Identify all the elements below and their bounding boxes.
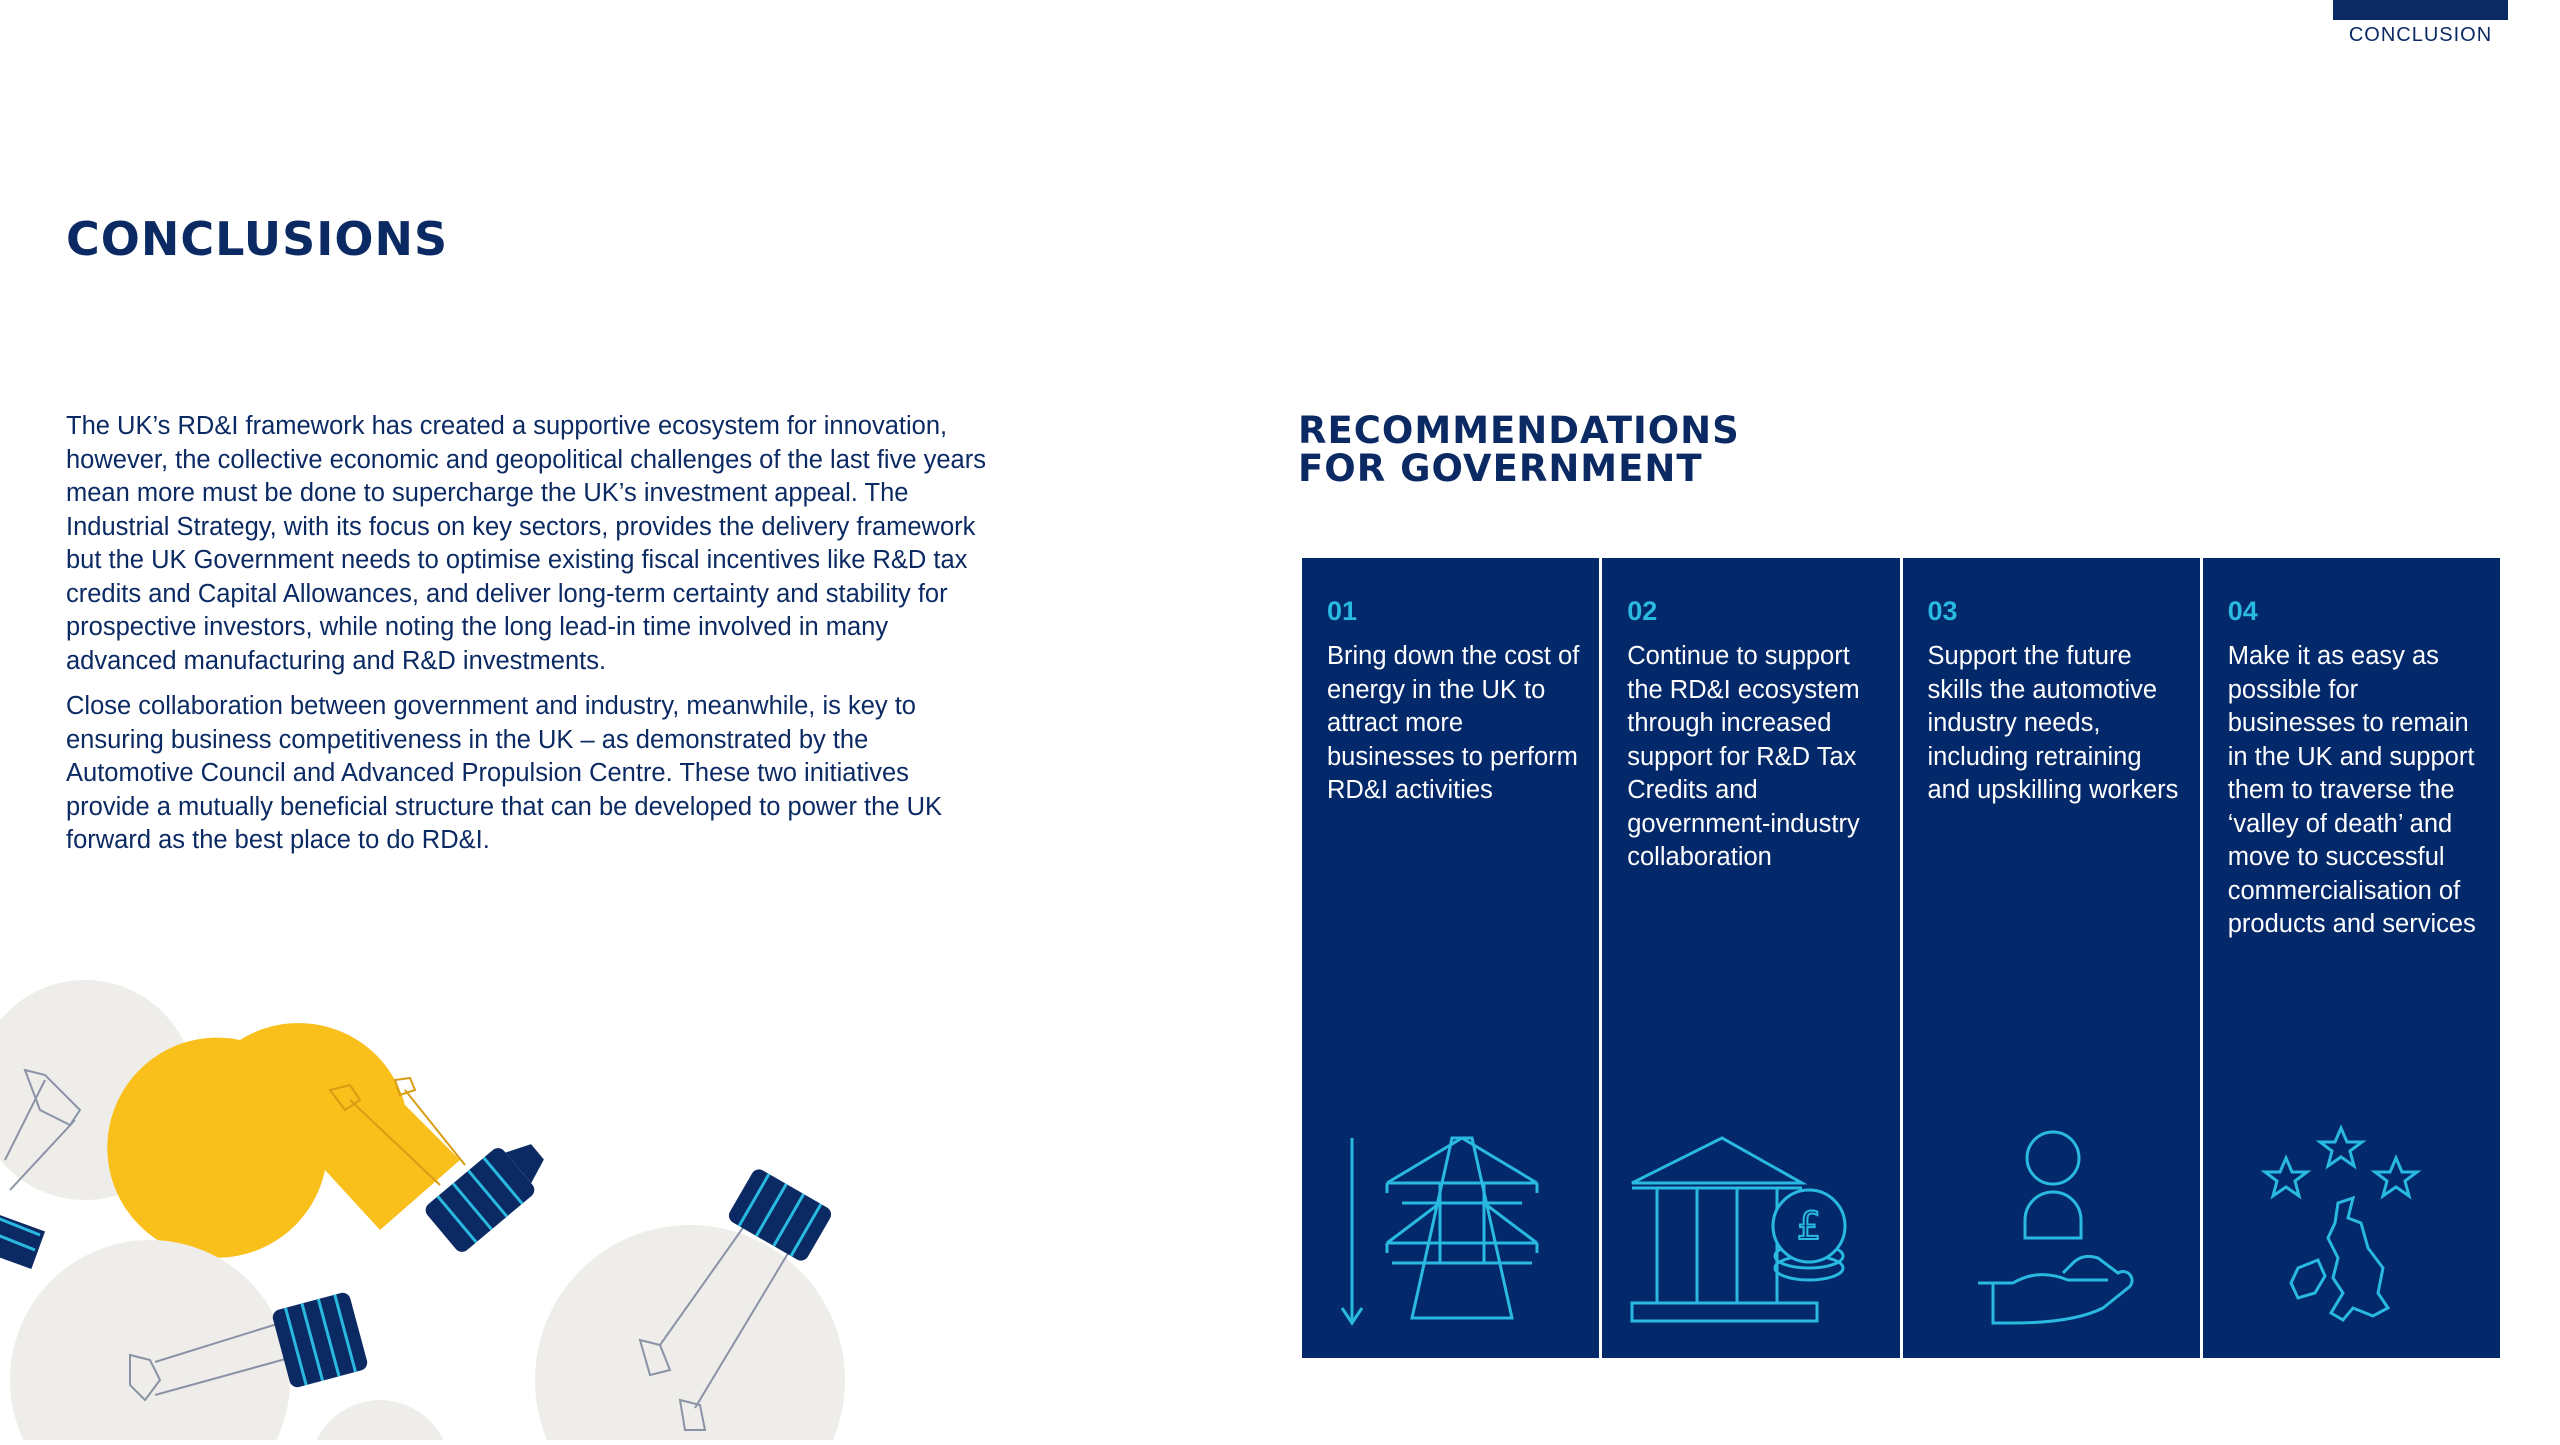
card-text: Continue to support the RD&I ecosystem through increased support for R&D Tax Credits and government-industry collaboration bbox=[1627, 642, 1860, 871]
card-text: Support the future skills the automotive industry needs, including retraining and upskilling workers bbox=[1927, 642, 2179, 804]
recommendations-title-line1: RECOMMENDATIONS bbox=[1298, 409, 1740, 452]
card-number: 02 bbox=[1627, 596, 1658, 626]
recommendations-title-line2: FOR GOVERNMENT bbox=[1298, 447, 1703, 490]
lightbulbs-illustration bbox=[0, 960, 900, 1440]
recommendation-card-01 bbox=[1302, 558, 1599, 1358]
recommendation-cards bbox=[1302, 558, 2500, 1358]
card-text: Bring down the cost of energy in the UK to attract more businesses to perform RD&I activities bbox=[1327, 642, 1580, 804]
section-tag: CONCLUSION bbox=[2348, 24, 2493, 46]
pound-sign: £ bbox=[1797, 1204, 1822, 1248]
recommendation-card-02 bbox=[1602, 558, 1899, 1358]
card-number: 04 bbox=[2227, 596, 2258, 626]
uk-map-stars-icon bbox=[2203, 1108, 2500, 1338]
card-text: Make it as easy as possible for businesses to remain in the UK and support them to traverse the ‘valley of death’ and move to successful commercialisation of products and services bbox=[2227, 642, 2476, 938]
card-number: 03 bbox=[1927, 596, 1958, 626]
section-tab-marker bbox=[2333, 0, 2508, 20]
pylon-icon bbox=[1302, 1108, 1599, 1338]
person-hand-icon bbox=[1903, 1108, 2200, 1338]
page-title: CONCLUSIONS bbox=[66, 212, 449, 266]
recommendations-title bbox=[1298, 409, 1740, 490]
recommendation-card-03 bbox=[1903, 558, 2200, 1358]
recommendation-card-04 bbox=[2203, 558, 2500, 1358]
body-paragraph: The UK’s RD&I framework has created a supportive ecosystem for innovation, however, the collective economic and geopolitical challenges of the last five years mean more must be done to supercharge the UK’s investment appeal. The Industrial Strategy, with its focus on key sectors, provides the delivery framework but the UK Government needs to optimise existing fiscal incentives like R&D tax credits and Capital Allowances, and deliver long-term certainty and stability for prospective investors, while noting the long lead-in time involved in many advanced manufacturing and R&D investments. bbox=[66, 412, 986, 675]
card-number: 01 bbox=[1327, 596, 1358, 626]
body-copy bbox=[66, 410, 986, 870]
bank-pound-icon bbox=[1602, 1108, 1899, 1338]
body-paragraph: Close collaboration between government and industry, meanwhile, is key to ensuring business competitiveness in the UK – as demonstrated by the Automotive Council and Advanced Propulsion Centre. These two initiatives provide a mutually beneficial structure that can be developed to power the UK forward as the best place to do RD&I. bbox=[66, 692, 943, 854]
